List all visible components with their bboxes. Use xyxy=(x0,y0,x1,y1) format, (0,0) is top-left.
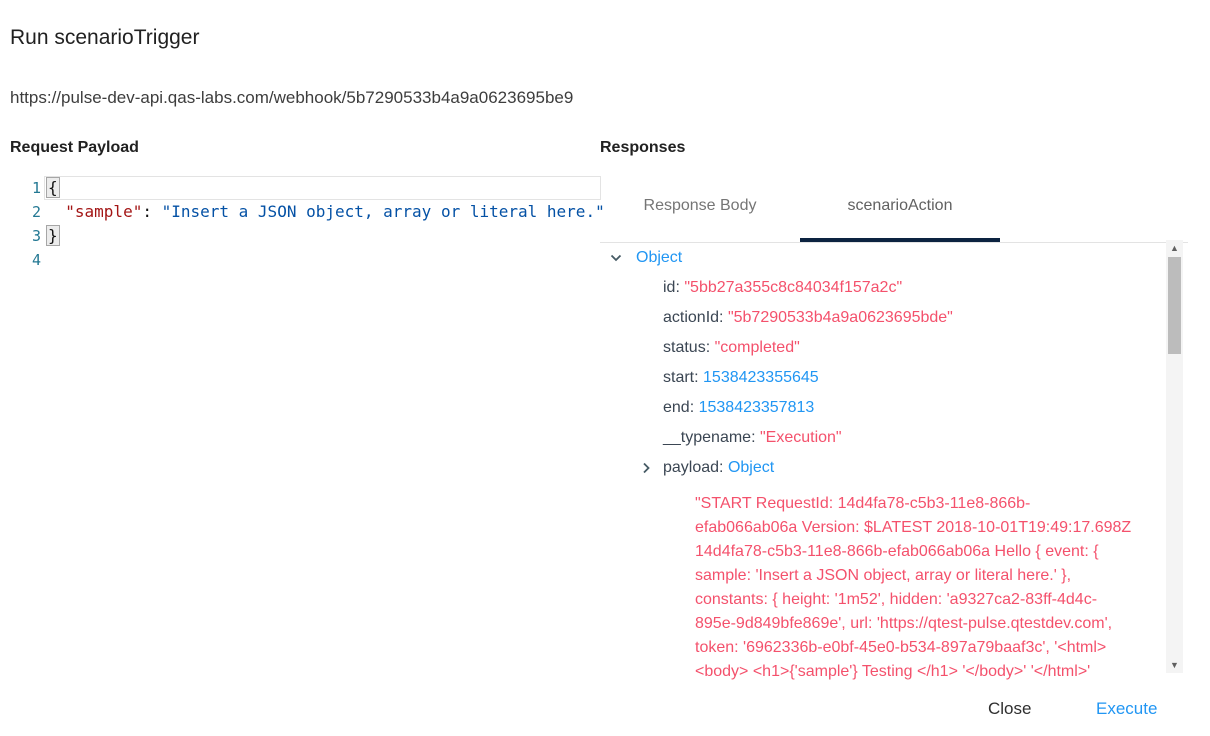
chevron-down-icon[interactable] xyxy=(608,250,624,266)
payload-line: <body> <h1>{'sample'} Testing </h1> '</body>' '</html>' xyxy=(695,663,1091,680)
line-number: 1 xyxy=(31,179,41,197)
value: Object xyxy=(727,459,775,476)
tree-row-status xyxy=(663,337,800,359)
colon: : xyxy=(142,202,162,221)
value: "completed" xyxy=(714,339,800,356)
responses-label: Responses xyxy=(600,139,686,156)
payload-string-value xyxy=(695,492,1163,684)
tree-row-end xyxy=(663,397,814,419)
line-number: 2 xyxy=(31,203,41,221)
response-tree-panel xyxy=(600,244,1166,680)
key: start: xyxy=(663,369,699,386)
request-payload-editor[interactable] xyxy=(24,174,605,666)
json-value: "Insert a JSON object, array or literal here." xyxy=(161,202,605,221)
page-title: Run scenarioTrigger xyxy=(10,26,200,49)
tree-row-payload[interactable] xyxy=(663,457,774,479)
execute-button[interactable]: Execute xyxy=(1088,694,1165,724)
tree-row-actionid xyxy=(663,307,953,329)
scrollbar-thumb[interactable] xyxy=(1168,257,1181,354)
payload-line: constants: { height: '1m52', hidden: 'a9327ca2-83ff-4d4c- xyxy=(695,591,1098,608)
tab-scenario-action[interactable]: scenarioAction xyxy=(847,197,953,214)
tree-row-typename xyxy=(663,427,842,449)
line-number: 4 xyxy=(31,251,41,269)
tree-root[interactable] xyxy=(636,247,682,269)
value: "5bb27a355c8c84034f157a2c" xyxy=(684,279,903,296)
value: 1538423357813 xyxy=(698,399,815,416)
tab-response-body[interactable]: Response Body xyxy=(643,197,757,214)
tab-divider xyxy=(600,242,1188,243)
open-brace: { xyxy=(48,178,58,197)
payload-line: 895e-9d849bfe869e', url: 'https://qtest-pulse.qtestdev.com', xyxy=(695,615,1113,632)
key: payload: xyxy=(663,459,724,476)
active-tab-indicator xyxy=(800,238,1000,242)
value: "5b7290533b4a9a0623695bde" xyxy=(727,309,953,326)
request-payload-label: Request Payload xyxy=(10,139,139,156)
code-line xyxy=(46,224,601,248)
payload-line: sample: 'Insert a JSON object, array or literal here.' }, xyxy=(695,567,1072,584)
root-object-label: Object xyxy=(636,249,683,266)
webhook-url: https://pulse-dev-api.qas-labs.com/webhook/5b7290533b4a9a0623695be9 xyxy=(10,88,574,107)
tree-row-id xyxy=(663,277,902,299)
key: actionId: xyxy=(663,309,724,326)
key: id: xyxy=(663,279,680,296)
chevron-right-icon[interactable] xyxy=(638,460,654,476)
line-number: 3 xyxy=(31,227,41,245)
payload-line: token: '6962336b-e0bf-45e0-b534-897a79baaf3c', '<html> xyxy=(695,639,1107,656)
indent xyxy=(46,202,65,221)
tree-row-start xyxy=(663,367,819,389)
payload-line: 14d4fa78-c5b3-11e8-866b-efab066ab06a Hello { event: { xyxy=(695,543,1099,560)
scroll-down-arrow-icon[interactable]: ▼ xyxy=(1170,660,1179,670)
code-line xyxy=(46,176,601,200)
value: "Execution" xyxy=(759,429,842,446)
code-line xyxy=(46,200,605,224)
close-brace: } xyxy=(48,226,58,245)
key: status: xyxy=(663,339,711,356)
scroll-up-arrow-icon[interactable]: ▲ xyxy=(1170,243,1179,253)
value: 1538423355645 xyxy=(703,369,819,386)
response-scrollbar[interactable] xyxy=(1166,240,1183,673)
key: end: xyxy=(663,399,695,416)
json-key: "sample" xyxy=(65,202,143,221)
close-button[interactable]: Close xyxy=(980,694,1039,724)
payload-line: efab066ab06a Version: $LATEST 2018-10-01T19:49:17.698Z xyxy=(695,519,1132,536)
key: __typename: xyxy=(663,429,756,446)
payload-line: "START RequestId: 14d4fa78-c5b3-11e8-866b- xyxy=(695,495,1031,512)
